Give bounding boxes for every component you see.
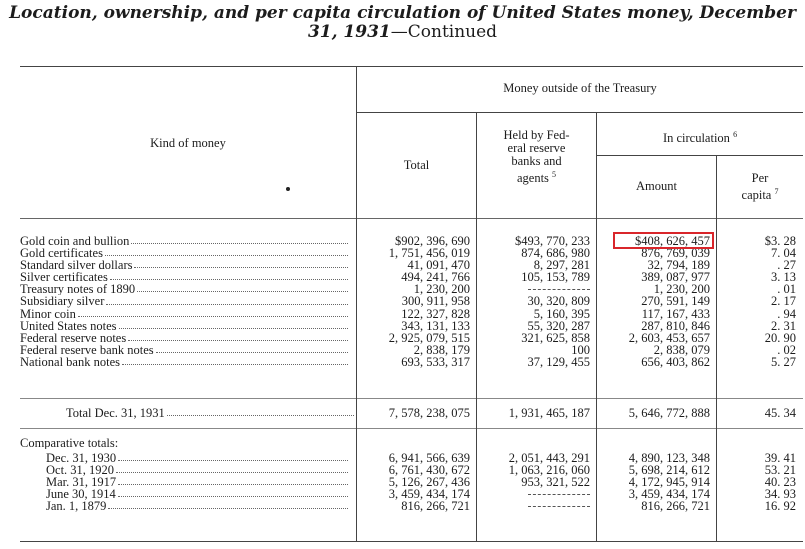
table-row-label: Treasury notes of 1890 (20, 283, 350, 295)
amount-cell: 389, 087, 977 (641, 271, 710, 284)
amount-cell: 2, 603, 453, 657 (628, 331, 710, 344)
held-cell: 37, 129, 455 (527, 355, 590, 369)
total-top-rule (20, 398, 803, 399)
highlight-box (613, 232, 714, 249)
total-row-per-capita: 45. 34 (764, 407, 796, 420)
per-capita-cell: 5. 27 (771, 355, 796, 369)
per-capita-cell: 34. 93 (764, 488, 796, 501)
total-cell: 2, 925, 079, 515 (388, 331, 470, 344)
total-bottom-rule (20, 428, 803, 429)
header-held-by-federal: Held by Fed- eral reserve banks and agents $^5$ (503, 128, 570, 186)
header-kind-of-money: Kind of money (150, 136, 226, 150)
per-capita-cell: $3. 28 (764, 235, 796, 248)
header-in-circulation: In circulation $^6$ (662, 130, 738, 146)
title-line-1: Location, ownership, and per capita circulation of United States money, December (9, 3, 796, 23)
total-column (357, 235, 470, 368)
held-cell-empty (477, 500, 590, 512)
held-cell: 8, 297, 281 (533, 259, 590, 272)
circ-rule (596, 155, 803, 156)
table-row-label: June 30, 1914 (46, 488, 350, 500)
per-capita-cell: 20. 90 (764, 331, 796, 344)
amount-cell: 1, 230, 200 (653, 283, 710, 296)
comparative-held-column (477, 452, 590, 512)
table-row-label: Gold certificates (20, 247, 350, 259)
total-row-held: 1, 931, 465, 187 (508, 407, 590, 420)
table-row-label: National bank notes (20, 356, 350, 368)
amount-column (597, 235, 710, 368)
total-cell: 122, 327, 828 (401, 307, 470, 320)
held-cell: 100 (571, 343, 590, 356)
total-cell: 1, 230, 200 (413, 283, 470, 296)
table-row-label: Mar. 31, 1917 (46, 476, 350, 488)
amount-cell: 876, 769, 039 (641, 247, 710, 260)
header-total: Total (403, 158, 430, 172)
held-cell: 105, 153, 789 (521, 271, 590, 284)
amount-cell: 3, 459, 434, 174 (628, 488, 710, 501)
table-row-label: Federal reserve bank notes (20, 344, 350, 356)
total-cell: 494, 241, 766 (401, 271, 470, 284)
header-bottom-rule (20, 218, 803, 219)
amount-cell: $408, 626, 457 (635, 235, 710, 248)
held-cell: 1, 063, 216, 060 (508, 464, 590, 477)
total-cell: 41, 091, 470 (407, 259, 470, 272)
per-capita-cell: 40. 23 (764, 476, 796, 489)
total-cell: $902, 396, 690 (395, 235, 470, 248)
per-capita-cell: . 01 (777, 283, 796, 296)
amount-cell: 270, 591, 149 (641, 295, 710, 308)
table-row-label: Minor coin (20, 308, 350, 320)
amount-cell: 4, 172, 945, 914 (628, 476, 710, 489)
total-cell: 6, 761, 430, 672 (388, 464, 470, 477)
total-row-amount: 5, 646, 772, 888 (628, 407, 710, 420)
per-capita-cell: 53. 21 (764, 464, 796, 477)
total-row-total: 7, 578, 238, 075 (388, 407, 470, 420)
header-money-outside: Money outside of the Treasury (503, 81, 657, 95)
top-rule (20, 66, 803, 67)
per-capita-cell: . 27 (777, 259, 796, 272)
per-capita-cell: 3. 13 (771, 271, 796, 284)
table-row-label: Federal reserve notes (20, 332, 350, 344)
held-cell-empty (477, 488, 590, 500)
comparative-heading: Comparative totals: (20, 437, 119, 450)
footnote-6: 6 (733, 130, 738, 139)
per-capita-cell: . 02 (777, 343, 796, 356)
amount-cell: 656, 403, 862 (641, 355, 710, 369)
table-row-label: Silver certificates (20, 271, 350, 283)
table-row-label: United States notes (20, 320, 350, 332)
table-row-label: Jan. 1, 1879 (46, 500, 350, 512)
amount-cell: 816, 266, 721 (641, 500, 710, 513)
amount-cell: 117, 167, 433 (641, 307, 710, 320)
held-column (477, 235, 590, 368)
amount-cell: 4, 890, 123, 348 (628, 452, 710, 465)
per-capita-column (717, 235, 796, 368)
table-row-label: Standard silver dollars (20, 259, 350, 271)
outside-rule (356, 112, 803, 113)
held-cell: 2, 051, 443, 291 (508, 452, 590, 465)
held-cell: 55, 320, 287 (527, 319, 590, 332)
table-row-label: Dec. 31, 1930 (46, 452, 350, 464)
amount-cell: 32, 794, 189 (647, 259, 710, 272)
total-row-label: Total Dec. 31, 1931 (66, 407, 356, 419)
table-row-label: Oct. 31, 1920 (46, 464, 350, 476)
amount-cell: 5, 698, 214, 612 (628, 464, 710, 477)
per-capita-cell: 2. 17 (771, 295, 796, 308)
held-cell: 321, 625, 858 (521, 331, 590, 344)
comparative-total-column (357, 452, 470, 512)
held-cell: 953, 321, 522 (521, 476, 590, 489)
table-row-label: Gold coin and bullion (20, 235, 350, 247)
per-capita-cell: . 94 (777, 307, 796, 320)
header-per-capita: Per capita $^7$ (741, 171, 779, 203)
total-cell: 1, 751, 456, 019 (388, 247, 470, 260)
footnote-5: 5 (552, 170, 557, 179)
amount-cell: 2, 838, 079 (653, 343, 710, 356)
held-cell: 5, 160, 395 (533, 307, 590, 320)
total-cell: 816, 266, 721 (401, 500, 470, 513)
title-date: 31, 1931 (307, 22, 391, 42)
total-cell: 2, 838, 179 (413, 343, 470, 356)
bottom-rule (20, 541, 803, 542)
title-line-2 (0, 23, 805, 42)
comparative-kind-column (46, 452, 350, 512)
amount-cell: 287, 810, 846 (641, 319, 710, 332)
held-cell: 30, 320, 809 (527, 295, 590, 308)
total-cell: 5, 126, 267, 436 (388, 476, 470, 489)
total-cell: 343, 131, 133 (401, 319, 470, 332)
bullet-mark (286, 187, 290, 191)
held-cell: 874, 686, 980 (521, 247, 590, 260)
total-cell: 3, 459, 434, 174 (388, 488, 470, 501)
per-capita-cell: 39. 41 (764, 452, 796, 465)
held-cell: $493, 770, 233 (515, 235, 590, 248)
kind-column (20, 235, 350, 368)
header-amount: Amount (636, 179, 677, 193)
comparative-amount-column (597, 452, 710, 512)
per-capita-cell: 16. 92 (764, 500, 796, 513)
total-cell: 693, 533, 317 (401, 355, 470, 369)
title-continued: —Continued (390, 22, 498, 42)
footnote-7: 7 (774, 187, 779, 196)
per-capita-cell: 7. 04 (771, 247, 796, 260)
table-title (0, 4, 805, 42)
total-cell: 6, 941, 566, 639 (388, 452, 470, 465)
total-cell: 300, 911, 958 (401, 295, 470, 308)
per-capita-cell: 2. 31 (771, 319, 796, 332)
held-cell-empty (477, 283, 590, 295)
table-row-label: Subsidiary silver (20, 295, 350, 307)
comparative-per-capita-column (717, 452, 796, 512)
